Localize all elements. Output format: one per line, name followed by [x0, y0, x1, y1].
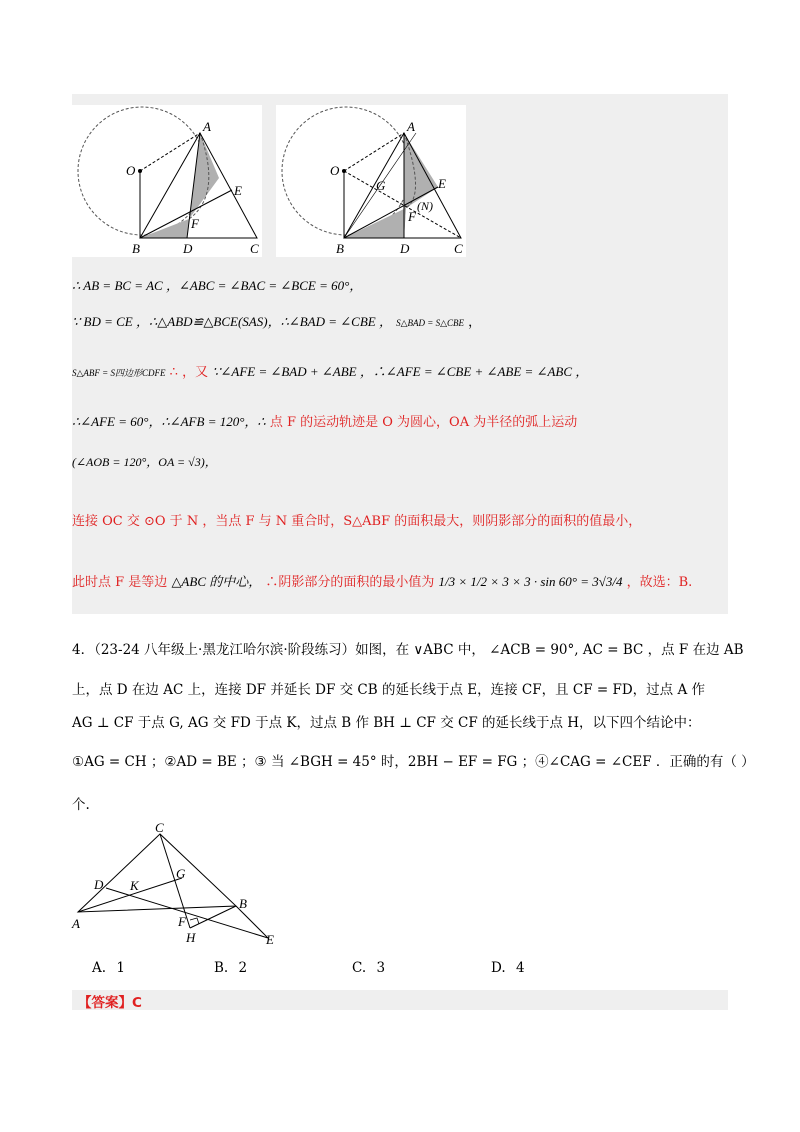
- solution-line-7: [72, 572, 692, 593]
- fig2-label-f: F: [408, 209, 416, 224]
- question-line-1: 4．（23-24 八年级上·黑龙江哈尔滨·阶段练习）如图，在 ∨ABC 中， ∠ACB = 90°, AC = BC ，点 F 在边 AB: [72, 642, 744, 658]
- fig3-label-b: B: [239, 896, 247, 911]
- option-c-value: 3: [376, 960, 386, 976]
- fig2-label-b: B: [336, 241, 344, 256]
- option-d[interactable]: [491, 960, 525, 976]
- figure-1-svg: [72, 105, 262, 257]
- option-a[interactable]: [92, 960, 125, 976]
- question-line-4: ①AG = CH ；②AD = BE ；③ 当 ∠BGH = 45° 时，2BH − EF = FG ；④∠CAG = ∠CEF ．正确的有（ ）: [72, 754, 755, 770]
- solution-line-1: ∴ AB = BC = AC ，∠ABC = ∠BAC = ∠BCE = 60°，: [72, 278, 363, 293]
- option-a-value: 1: [116, 960, 125, 976]
- question-line-3: AG ⊥ CF 于点 G, AG 交 FD 于点 K，过点 B 作 BH ⊥ CF 交 CF 的延长线于点 H，以下四个结论中：: [72, 715, 701, 731]
- solution-line-5: (∠AOB = 120°，OA = √3)，: [72, 455, 217, 469]
- answer-prefix: 【答案】: [78, 995, 132, 1011]
- fig1-label-e: E: [234, 183, 242, 198]
- solution-line-7-formula: 1/3 × 1/2 × 3 × 3 · sin 60° = 3√3/4: [438, 574, 623, 589]
- fig2-label-a: A: [407, 119, 415, 134]
- fig2-label-n: (N): [417, 199, 433, 213]
- figure-1: [72, 105, 262, 257]
- fig3-label-a: A: [72, 916, 80, 931]
- option-b-value: 2: [238, 960, 248, 976]
- fig2-label-d: D: [400, 241, 410, 256]
- fig1-label-c: C: [250, 241, 259, 256]
- answer: [78, 991, 142, 1011]
- option-d-label: D.: [491, 960, 506, 976]
- solution-line-4-black: ∴∠AFE = 60°，∴∠AFB = 120°，∴: [72, 414, 266, 429]
- answer-bar: [72, 990, 728, 1010]
- question-line-2: 上，点 D 在边 AC 上，连接 DF 并延长 DF 交 CB 的延长线于点 E，连接 CF，且 CF = FD，过点 A 作: [72, 682, 705, 698]
- option-c-label: C.: [352, 960, 367, 976]
- solution-line-3-area: S△ABF = S四边形CDFE: [72, 368, 166, 378]
- fig3-label-h: H: [186, 930, 196, 945]
- solution-line-2-main: ∵ BD = CE ，∴△ABD≌△BCE(SAS)，∴∠BAD = ∠CBE ，: [72, 314, 392, 329]
- solution-line-7-black: △ABC 的中心，: [171, 574, 262, 589]
- fig3-label-f: F: [178, 914, 186, 929]
- fig1-label-o: O: [126, 163, 136, 178]
- solution-line-4: [72, 412, 577, 433]
- solution-line-3-therefore: ∴: [169, 365, 178, 380]
- fig2-label-g: G: [376, 178, 386, 193]
- fig3-label-k: K: [130, 878, 139, 893]
- fig3-label-c: C: [155, 820, 164, 835]
- solution-line-2-area: S△BAD = S△CBE: [396, 318, 465, 328]
- solution-line-3-you: ，又: [182, 365, 209, 380]
- fig1-label-b: B: [132, 241, 140, 256]
- figure-2-svg: [276, 105, 466, 257]
- figure-2: [276, 105, 466, 257]
- option-d-value: 4: [515, 960, 525, 976]
- fig2-label-o: O: [330, 163, 340, 178]
- option-b-label: B.: [214, 960, 229, 976]
- solution-line-7-end: ，故选：B.: [626, 575, 693, 590]
- option-a-label: A.: [92, 960, 107, 976]
- fig3-label-e: E: [266, 932, 274, 947]
- solution-line-4-red: 点 F 的运动轨迹是 O 为圆心，OA 为半径的弧上运动: [269, 415, 578, 430]
- fig2-label-c: C: [454, 241, 463, 256]
- fig1-label-d: D: [183, 241, 193, 256]
- figure-3-svg: [70, 820, 290, 950]
- answer-value: C: [132, 995, 142, 1011]
- solution-line-2-end: ，: [468, 315, 482, 330]
- solution-line-7-red2: ∴阴影部分的面积的最小值为: [265, 575, 435, 590]
- fig1-label-f: F: [191, 216, 199, 231]
- figure-3: [70, 820, 290, 950]
- question-line-5: 个.: [72, 797, 90, 813]
- solution-line-6: 连接 OC 交 ⊙O 于 N ，当点 F 与 N 重合时，S△ABF 的面积最大，则阴影部分的面积的值最小，: [72, 514, 642, 529]
- fig3-label-d: D: [94, 877, 104, 892]
- fig1-label-a: A: [203, 119, 211, 134]
- fig3-label-g: G: [176, 866, 186, 881]
- option-b[interactable]: [214, 960, 247, 976]
- solution-line-3-rest: ∵∠AFE = ∠BAD + ∠ABE ，∴∠AFE = ∠CBE + ∠ABE = ∠ABC ，: [212, 364, 589, 379]
- solution-line-7-red1: 此时点 F 是等边: [72, 575, 168, 590]
- solution-line-3: [72, 362, 588, 383]
- solution-line-2: [72, 312, 481, 333]
- fig2-label-e: E: [438, 176, 446, 191]
- option-c[interactable]: [352, 960, 385, 976]
